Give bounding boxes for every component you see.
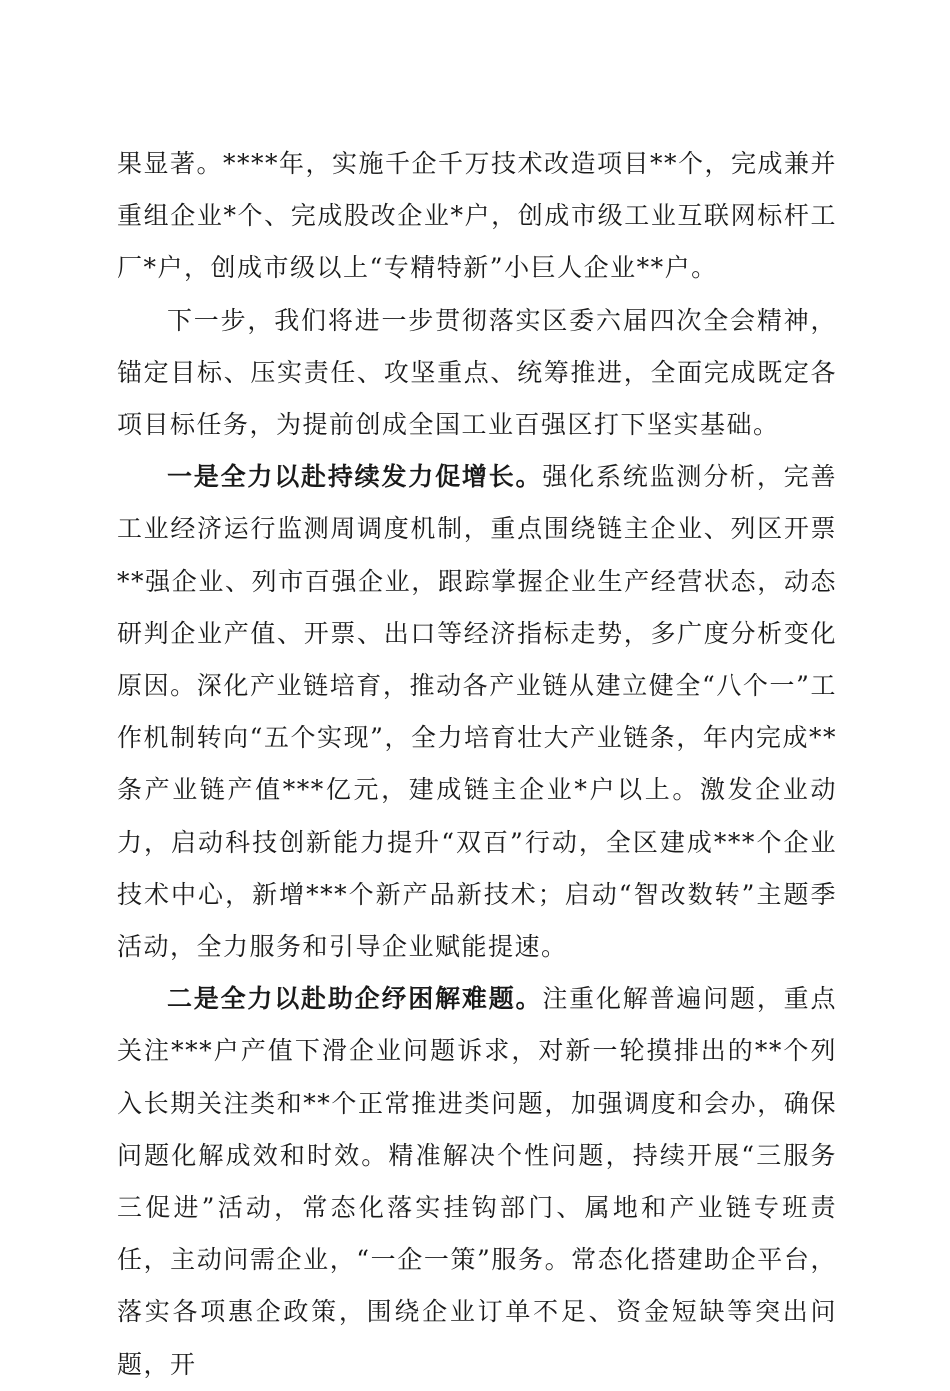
- paragraph-text: 下一步，我们将进一步贯彻落实区委六届四次全会精神，锚定目标、压实责任、攻坚重点、统筹推进，全面完成既定各项目标任务，为提前创成全国工业百强区打下坚实基础。: [117, 305, 837, 440]
- paragraph-lead-heading: 二是全力以赴助企纾困解难题。: [167, 984, 543, 1014]
- paragraph-lead-heading: 一是全力以赴持续发力促增长。: [167, 462, 543, 492]
- paragraph-continuation: [117, 138, 837, 295]
- document-body: [117, 138, 837, 1391]
- paragraph-point-one: [117, 451, 837, 973]
- paragraph-text: 强化系统监测分析，完善工业经济运行监测周调度机制，重点围绕链主企业、列区开票**强企业、列市百强企业，跟踪掌握企业生产经营状态，动态研判企业产值、开票、出口等经济指标走势，多广度分析变化原因。深化产业链培育，推动各产业链从建立健全“八个一”工作机制转向“五个实现”，全力培育壮大产业链条，年内完成**条产业链产值***亿元，建成链主企业*户以上。激发企业动力，启动科技创新能力提升“双百”行动，全区建成***个企业技术中心，新增***个新产品新技术；启动“智改数转”主题季活动，全力服务和引导企业赋能提速。: [117, 462, 837, 962]
- paragraph-next-steps: [117, 295, 837, 452]
- paragraph-text: 果显著。****年，实施千企千万技术改造项目**个，完成兼并重组企业*个、完成股改企业*户，创成市级工业互联网标杆工厂*户，创成市级以上“专精特新”小巨人企业**户。: [117, 149, 838, 283]
- paragraph-point-two: [117, 973, 837, 1391]
- paragraph-text: 注重化解普遍问题，重点关注***户产值下滑企业问题诉求，对新一轮摸排出的**个列入长期关注类和**个正常推进类问题，加强调度和会办，确保问题化解成效和时效。精准解决个性问题，持续开展“三服务三促进”活动，常态化落实挂钩部门、属地和产业链专班责任，主动问需企业，“一企一策”服务。常态化搭建助企平台，落实各项惠企政策，围绕企业订单不足、资金短缺等突出问题，开: [117, 984, 837, 1379]
